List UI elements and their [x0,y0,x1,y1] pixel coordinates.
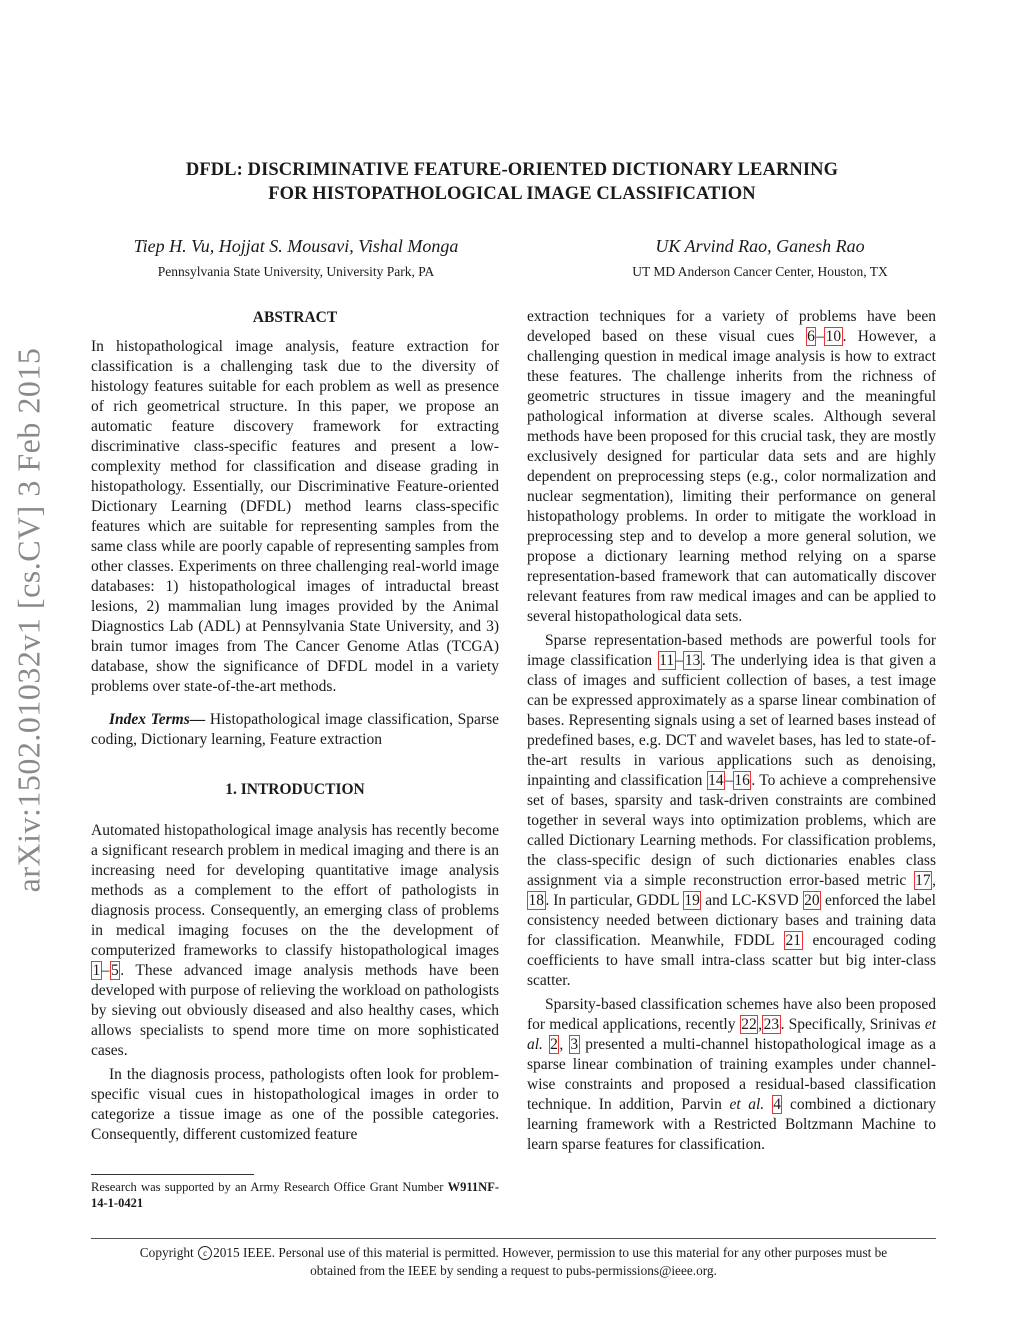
copyright-text: 2015 IEEE. Personal use of this material is permitted. However, permission to use this material for any other purposes must be [213,1245,888,1260]
citation-link[interactable]: 1 [92,962,101,979]
right-paragraph-3 [527,995,936,1155]
title-line-2: FOR HISTOPATHOLOGICAL IMAGE CLASSIFICATION [268,184,756,204]
text-span: – [101,962,110,979]
citation-link[interactable]: 6 [807,328,815,345]
text-span: Sparsity-based classification schemes have also been proposed for medical applications, recently [527,996,936,1033]
citation-link[interactable]: 16 [734,772,750,789]
et-al: et al. [527,1016,936,1053]
text-span: , [559,1036,569,1053]
index-terms [91,710,499,750]
citation-link[interactable]: 22 [741,1016,757,1033]
text-span: presented a multi-channel histopathological image as a sparse linear combination of training examples under channel-wise constraints and proposed a residual-based classification technique. In addition, Parvin [527,1036,936,1113]
text-span: Automated histopathological image analysis has recently become a significant research problem in medical imaging and there is an increasing need for developing quantitative image analysis methods as a complement to the effort of pathologists in diagnosis process. Consequently, an emerging class of problems in medical imaging focuses on the the development of computerized frameworks to classify histopathological images [91,822,499,959]
citation-link[interactable]: 20 [804,892,820,909]
copyright-symbol-icon: c [198,1246,212,1260]
arxiv-id[interactable]: arXiv:1502.01032v1 [cs.CV] 3 Feb 2015 [10,347,47,893]
introduction-heading: 1. INTRODUCTION [225,781,365,798]
text-span: – [725,772,733,789]
et-al: et al. [729,1096,765,1113]
intro-paragraph-2: In the diagnosis process, pathologists often look for problem-specific visual cues in histopathological images in order to categorize a tissue image as one of the possible categories. Consequently, different customized feature [91,1066,499,1143]
author-names-right: UK Arvind Rao, Ganesh Rao [655,236,865,256]
copyright-line-1 [91,1244,936,1262]
abstract-text: In histopathological image analysis, feature extraction for classification is a challenging task due to the diversity of histology features suitable for each problem as well as presence of rich geometrical structure. In this paper, we propose an automatic feature discovery framework for extracting discriminative class-specific features and present a low-complexity method for classification and disease grading in histopathology. Essentially, our Discriminative Feature-oriented Dictionary Learning (DFDL) method learns class-specific features which are suitable for representing samples from the same class while are poorly capable of representing samples from other classes. Experiments on three challenging real-world image databases: 1) histopathological images of intraductal breast lesions, 2) mammalian lung images provided by the Animal Diagnostics Lab (ADL) at Pennsylvania State University, and 3) brain tumor images from The Cancer Genome Atlas (TCGA) database, show the significance of DFDL model in a variety problems over state-of-the-art methods. [91,338,499,695]
right-column [527,307,936,1155]
authors-left [96,234,496,282]
text-span: . These advanced image analysis methods have been developed with purpose of relieving the workload on pathologists by sieving out obviously diseased and also healthy cases, which allows specialists to spend more time on more sophisticated cases. [91,962,499,1059]
text-span: Sparse representation-based methods are powerful tools for image classification [527,632,936,669]
text-span: – [816,328,825,345]
citation-link[interactable]: 21 [785,932,801,949]
text-span: . In particular, GDDL [545,892,683,909]
text-span: , [932,872,936,889]
abstract-heading: ABSTRACT [252,309,338,326]
title-line-1: DFDL: DISCRIMINATIVE FEATURE-ORIENTED DICTIONARY LEARNING [185,160,839,180]
copyright-divider [91,1238,936,1239]
citation-link[interactable]: 5 [111,962,119,979]
page-title [0,158,1024,206]
text-span: . To achieve a comprehensive set of bases, sparsity and task-driven constraints are combined together in several ways into optimization problems, which are called Dictionary Learning methods. For classification problems, the class-specific design of such dictionaries enables class assignment via a simple reconstruction error-based metric [527,772,936,889]
citation-link[interactable]: 19 [684,892,700,909]
text-span: enforced the label consistency needed between dictionary bases and training data for classification. Meanwhile, FDDL [527,892,936,949]
citation-link[interactable]: 4 [773,1096,781,1113]
funding-footnote [91,1179,499,1211]
left-column [91,307,499,1145]
text-span: encouraged coding coefficients to have small intra-class scatter but big inter-class scatter. [527,932,936,989]
citation-link[interactable]: 23 [763,1016,780,1033]
text-span: combined a dictionary learning framework with a Restricted Boltzmann Machine to learn sparse features for classification. [527,1096,937,1153]
text-span: , [758,1016,763,1033]
footnote-divider [91,1174,254,1175]
copyright-line-2: obtained from the IEEE by sending a request to pubs-permissions@ieee.org. [310,1263,717,1278]
copyright-notice [91,1244,936,1280]
affiliation-right: UT MD Anderson Cancer Center, Houston, TX [632,264,888,279]
citation-link[interactable]: 3 [570,1036,579,1053]
copyright-prefix: Copyright [139,1245,198,1260]
citation-link[interactable]: 13 [684,652,701,669]
text-span: . Specifically, Srinivas [780,1016,925,1033]
citation-link[interactable]: 11 [659,652,675,669]
citation-link[interactable]: 2 [550,1036,558,1053]
text-span [543,1036,549,1053]
intro-paragraph-1 [91,821,499,1061]
citation-link[interactable]: 18 [528,892,544,909]
text-span: . However, a challenging question in medical image analysis is how to extract these features. The challenge inherits from the richness of geometric structures in tissue imagery and the meaningful pathological information at diverse scales. Although several methods have been proposed for this crucial task, they are mostly exclusively designed for particular data sets and are highly dependent on preprocessing steps (e.g., color normalization and nuclear segmentation), limiting their performance on general histopathology problems. In order to mitigate the workload in preprocessing step and to develop a more general solution, we propose a dictionary learning method relying on a sparse representation-based framework that can automatically discover relevant features from raw medical images and can be applied to several histopathological data sets. [527,328,936,625]
citation-link[interactable]: 14 [708,772,724,789]
affiliation-left: Pennsylvania State University, University Park, PA [157,264,435,279]
text-span [764,1096,772,1113]
author-names-left: Tiep H. Vu, Hojjat S. Mousavi, Vishal Monga [133,236,459,256]
text-span: . The underlying idea is that given a class of images and sufficient collection of bases, a test image can be expressed approximately as a sparse linear combination of bases. Representing signals using a set of learned bases instead of predefined bases, e.g. DCT and wavelet bases, has led to state-of-the-art results in various applications such as denoising, inpainting and classification [527,652,936,789]
text-span: extraction techniques for a variety of problems have been developed based on these visual cues [527,308,936,345]
right-paragraph-2 [527,631,936,991]
right-paragraph-1 [527,307,936,627]
index-terms-label: Index Terms— [109,711,206,728]
grant-number: W911NF-14-1-0421 [91,1180,499,1210]
citation-link[interactable]: 17 [915,872,931,889]
footnote-text: Research was supported by an Army Research Office Grant Number [91,1180,448,1194]
index-terms-text: Histopathological image classification, Sparse coding, Dictionary learning, Feature extraction [91,711,499,748]
text-span: and LC-KSVD [701,892,803,909]
authors-right [560,234,960,282]
text-span: – [675,652,684,669]
citation-link[interactable]: 10 [825,328,842,345]
